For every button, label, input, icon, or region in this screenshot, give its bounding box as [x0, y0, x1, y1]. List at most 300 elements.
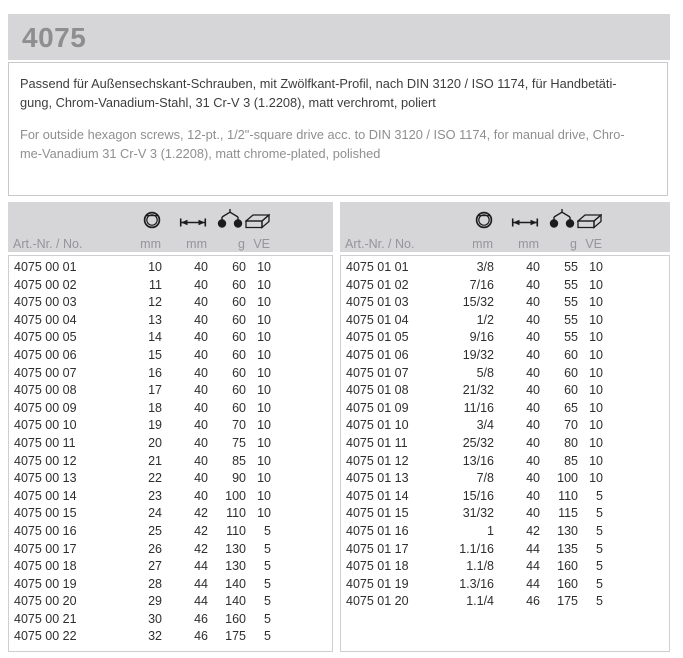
table-header — [340, 202, 670, 252]
value-cell: 60 — [564, 347, 578, 362]
empty-cell — [602, 229, 670, 251]
value-cell: 14 — [148, 330, 162, 345]
description-line: gung, Chrom-Vanadium-Stahl, 31 Cr-V 3 (1.2208), matt verchromt, poliert — [20, 95, 436, 110]
value-cell: 80 — [564, 435, 578, 450]
value-cell: 26 — [148, 541, 162, 556]
table-row — [341, 453, 669, 471]
value-cell: 1.1/4 — [466, 594, 494, 609]
art-no-cell: 4075 00 19 — [14, 576, 77, 591]
value-cell: 10 — [589, 347, 603, 362]
value-cell: 40 — [194, 383, 208, 398]
empty-cell — [602, 202, 670, 229]
value-cell: 40 — [526, 383, 540, 398]
table-row — [9, 347, 332, 365]
table-row — [341, 382, 669, 400]
empty-cell — [340, 202, 444, 229]
value-cell: 5 — [264, 611, 271, 626]
value-cell: 40 — [526, 347, 540, 362]
value-cell: 1.3/16 — [459, 576, 494, 591]
socket-ring-icon — [143, 209, 161, 229]
art-no-cell: 4075 01 15 — [346, 506, 409, 521]
table-row — [9, 611, 332, 629]
spacer-cell — [271, 365, 332, 383]
icon-cell — [444, 202, 493, 229]
art-no-cell: 4075 01 01 — [346, 260, 409, 274]
value-cell: 60 — [232, 330, 246, 345]
value-cell: 40 — [194, 347, 208, 362]
spacer-cell — [603, 329, 669, 347]
value-cell: 10 — [589, 400, 603, 415]
spacer-cell — [603, 435, 669, 453]
value-cell: 5 — [264, 523, 271, 538]
spacer-cell — [603, 312, 669, 330]
art-no-cell: 4075 01 07 — [346, 365, 409, 380]
value-cell: 70 — [232, 418, 246, 433]
art-no-cell: 4075 01 13 — [346, 471, 409, 486]
table-row — [9, 329, 332, 347]
art-no-cell: 4075 00 06 — [14, 347, 77, 362]
value-cell: 40 — [194, 260, 208, 274]
value-cell: 22 — [148, 471, 162, 486]
empty-cell — [270, 202, 333, 229]
value-cell: 40 — [526, 295, 540, 310]
value-cell: 60 — [232, 400, 246, 415]
value-cell: 5/8 — [476, 365, 494, 380]
value-cell: 15/16 — [462, 488, 494, 503]
table-row — [9, 277, 332, 295]
value-cell: 10 — [589, 330, 603, 345]
spacer-cell — [271, 593, 332, 611]
icon-cell — [577, 202, 602, 229]
table-row — [341, 417, 669, 435]
table-row — [9, 294, 332, 312]
spacer-cell — [271, 558, 332, 576]
empty-cell — [8, 202, 112, 229]
header-grid — [340, 202, 670, 251]
value-cell: 44 — [526, 541, 540, 556]
spacer-cell — [271, 453, 332, 471]
table-row — [341, 312, 669, 330]
spacer-cell — [271, 312, 332, 330]
icon-cell — [245, 202, 270, 229]
value-cell: 55 — [564, 295, 578, 310]
icon-cell — [161, 202, 207, 229]
table-column-metric — [8, 202, 333, 652]
spacer-cell — [271, 329, 332, 347]
value-cell: 140 — [225, 576, 246, 591]
value-cell: 10 — [257, 383, 271, 398]
art-no-cell: 4075 00 21 — [14, 611, 77, 626]
value-cell: 42 — [194, 523, 208, 538]
packaging-box-icon — [577, 213, 602, 229]
value-cell: 44 — [526, 559, 540, 574]
value-cell: 100 — [225, 488, 246, 503]
value-cell: 3/8 — [476, 260, 494, 274]
value-cell: 20 — [148, 435, 162, 450]
value-cell: 40 — [526, 312, 540, 327]
table-row — [341, 329, 669, 347]
value-cell: 16 — [148, 365, 162, 380]
art-no-header: Art.-Nr. / No. — [13, 237, 83, 251]
value-cell: 110 — [558, 488, 578, 503]
value-cell: 10 — [589, 260, 603, 274]
packaging-box-icon — [245, 213, 270, 229]
value-cell: 10 — [589, 435, 603, 450]
value-cell: 60 — [564, 383, 578, 398]
value-cell: 110 — [226, 506, 246, 521]
spacer-cell — [603, 417, 669, 435]
value-cell: 10 — [257, 435, 271, 450]
table-row — [341, 435, 669, 453]
description-english — [20, 125, 656, 163]
art-no-header: Art.-Nr. / No. — [345, 237, 415, 251]
value-cell: 5 — [264, 559, 271, 574]
value-cell: 5 — [596, 523, 603, 538]
description-line: For outside hexagon screws, 12-pt., 1/2"-square drive acc. to DIN 3120 / ISO 1174, for manual drive, Chro- — [20, 127, 625, 142]
value-cell: 5 — [264, 576, 271, 591]
art-no-cell: 4075 00 02 — [14, 277, 77, 292]
art-no-cell: 4075 01 10 — [346, 418, 409, 433]
value-cell: 55 — [564, 260, 578, 274]
value-cell: 10 — [257, 365, 271, 380]
weight-scale-icon — [215, 208, 245, 229]
header-labels-row — [8, 229, 333, 251]
value-cell: 160 — [557, 576, 578, 591]
header-icons-row — [8, 202, 333, 229]
spacer-cell — [603, 365, 669, 383]
value-cell: 40 — [194, 312, 208, 327]
value-cell: 60 — [232, 295, 246, 310]
table-row — [9, 576, 332, 594]
col-header-mm: mm — [186, 237, 207, 251]
spacer-cell — [603, 523, 669, 541]
value-cell: 11 — [149, 277, 162, 292]
table-row — [341, 277, 669, 295]
art-no-cell: 4075 01 19 — [346, 576, 409, 591]
art-no-cell: 4075 00 22 — [14, 629, 77, 644]
spacer-cell — [271, 277, 332, 295]
art-no-cell: 4075 01 06 — [346, 347, 409, 362]
art-no-cell: 4075 01 18 — [346, 559, 409, 574]
value-cell: 140 — [225, 594, 246, 609]
spacer-cell — [271, 576, 332, 594]
art-no-cell: 4075 00 08 — [14, 383, 77, 398]
value-cell: 10 — [589, 418, 603, 433]
data-grid — [341, 259, 669, 611]
value-cell: 10 — [257, 488, 271, 503]
table-row — [341, 541, 669, 559]
value-cell: 40 — [526, 400, 540, 415]
value-cell: 40 — [526, 453, 540, 468]
col-header-mm: mm — [140, 237, 161, 251]
value-cell: 40 — [526, 435, 540, 450]
spacer-cell — [271, 417, 332, 435]
art-no-cell: 4075 01 02 — [346, 277, 409, 292]
table-row — [341, 294, 669, 312]
value-cell: 85 — [564, 453, 578, 468]
value-cell: 10 — [589, 453, 603, 468]
table-header — [8, 202, 333, 252]
length-arrow-icon — [179, 216, 207, 229]
value-cell: 10 — [589, 471, 603, 486]
value-cell: 21/32 — [462, 383, 494, 398]
value-cell: 44 — [194, 576, 208, 591]
weight-scale-icon — [547, 208, 577, 229]
value-cell: 55 — [564, 312, 578, 327]
spacer-cell — [603, 576, 669, 594]
art-no-cell: 4075 01 09 — [346, 400, 409, 415]
value-cell: 12 — [148, 295, 162, 310]
page-title: 4075 — [22, 22, 87, 53]
spacer-cell — [603, 505, 669, 523]
table-row — [341, 488, 669, 506]
art-no-cell: 4075 01 05 — [346, 330, 409, 345]
value-cell: 65 — [564, 400, 578, 415]
table-row — [341, 523, 669, 541]
description-line: me-Vanadium 31 Cr-V 3 (1.2208), matt chrome-plated, polished — [20, 146, 381, 161]
value-cell: 10 — [257, 347, 271, 362]
spacer-cell — [603, 259, 669, 277]
value-cell: 135 — [557, 541, 578, 556]
value-cell: 18 — [148, 400, 162, 415]
table-row — [341, 558, 669, 576]
spacer-cell — [271, 611, 332, 629]
spacer-cell — [603, 470, 669, 488]
value-cell: 40 — [526, 365, 540, 380]
value-cell: 25/32 — [462, 435, 494, 450]
value-cell: 40 — [194, 400, 208, 415]
value-cell: 40 — [194, 418, 208, 433]
art-no-cell: 4075 01 14 — [346, 488, 409, 503]
value-cell: 40 — [194, 435, 208, 450]
value-cell: 40 — [194, 365, 208, 380]
section-title-bar — [8, 14, 670, 60]
value-cell: 28 — [148, 576, 162, 591]
table-row — [341, 259, 669, 277]
value-cell: 40 — [526, 488, 540, 503]
value-cell: 60 — [232, 312, 246, 327]
spacer-cell — [603, 277, 669, 295]
spacer-cell — [603, 488, 669, 506]
table-row — [9, 312, 332, 330]
value-cell: 32 — [148, 629, 162, 644]
value-cell: 10 — [257, 330, 271, 345]
art-no-cell: 4075 01 20 — [346, 594, 409, 609]
art-no-cell: 4075 00 13 — [14, 471, 77, 486]
col-header-ve: VE — [253, 237, 270, 251]
spacer-cell — [603, 294, 669, 312]
value-cell: 31/32 — [462, 506, 494, 521]
table-row — [9, 435, 332, 453]
socket-ring-icon — [475, 209, 493, 229]
value-cell: 10 — [257, 506, 271, 521]
value-cell: 27 — [148, 559, 162, 574]
value-cell: 130 — [225, 541, 246, 556]
table-row — [9, 505, 332, 523]
value-cell: 44 — [194, 559, 208, 574]
spacer-cell — [271, 541, 332, 559]
spacer-cell — [271, 505, 332, 523]
value-cell: 110 — [226, 523, 246, 538]
table-row — [341, 505, 669, 523]
value-cell: 90 — [232, 471, 246, 486]
art-no-cell: 4075 01 12 — [346, 453, 409, 468]
table-row — [9, 382, 332, 400]
art-no-cell: 4075 01 08 — [346, 383, 409, 398]
table-row — [341, 347, 669, 365]
art-no-cell: 4075 00 04 — [14, 312, 77, 327]
spacer-cell — [603, 382, 669, 400]
value-cell: 44 — [194, 594, 208, 609]
col-header-mm: mm — [472, 237, 493, 251]
art-no-cell: 4075 01 16 — [346, 523, 409, 538]
value-cell: 40 — [194, 330, 208, 345]
spacer-cell — [603, 558, 669, 576]
art-no-cell: 4075 00 09 — [14, 400, 77, 415]
table-row — [9, 523, 332, 541]
value-cell: 40 — [526, 471, 540, 486]
value-cell: 60 — [232, 383, 246, 398]
value-cell: 70 — [564, 418, 578, 433]
spacer-cell — [271, 347, 332, 365]
value-cell: 55 — [564, 277, 578, 292]
art-no-cell: 4075 01 11 — [346, 435, 408, 450]
value-cell: 3/4 — [476, 418, 494, 433]
table-row — [341, 400, 669, 418]
art-no-cell: 4075 00 18 — [14, 559, 77, 574]
value-cell: 5 — [596, 488, 603, 503]
col-header-g: g — [238, 237, 245, 251]
value-cell: 46 — [194, 611, 208, 626]
icon-cell — [112, 202, 161, 229]
spacer-cell — [603, 541, 669, 559]
value-cell: 85 — [232, 453, 246, 468]
value-cell: 40 — [526, 277, 540, 292]
value-cell: 13 — [148, 312, 162, 327]
table-row — [9, 365, 332, 383]
value-cell: 10 — [257, 277, 271, 292]
value-cell: 5 — [596, 559, 603, 574]
value-cell: 55 — [564, 330, 578, 345]
col-header-mm: mm — [518, 237, 539, 251]
spacer-cell — [271, 400, 332, 418]
header-grid — [8, 202, 333, 251]
table-body — [8, 255, 333, 652]
spacer-cell — [271, 382, 332, 400]
value-cell: 5 — [264, 629, 271, 644]
art-no-cell: 4075 01 03 — [346, 295, 409, 310]
value-cell: 23 — [148, 488, 162, 503]
value-cell: 100 — [557, 471, 578, 486]
value-cell: 10 — [589, 365, 603, 380]
header-icons-row — [340, 202, 670, 229]
table-row — [9, 470, 332, 488]
value-cell: 60 — [232, 260, 246, 274]
value-cell: 10 — [589, 277, 603, 292]
art-no-cell: 4075 01 17 — [346, 541, 409, 556]
value-cell: 40 — [194, 471, 208, 486]
spacer-cell — [603, 347, 669, 365]
art-no-cell: 4075 00 05 — [14, 330, 77, 345]
art-no-cell: 4075 00 03 — [14, 295, 77, 310]
value-cell: 1.1/8 — [466, 559, 494, 574]
art-no-cell: 4075 00 10 — [14, 418, 77, 433]
value-cell: 40 — [526, 418, 540, 433]
table-row — [341, 365, 669, 383]
value-cell: 25 — [148, 523, 162, 538]
col-header-ve: VE — [585, 237, 602, 251]
length-arrow-icon — [511, 216, 539, 229]
spacer-cell — [271, 259, 332, 277]
icon-cell — [207, 202, 245, 229]
col-header-g: g — [570, 237, 577, 251]
value-cell: 40 — [194, 295, 208, 310]
description-line: Passend für Außensechskant-Schrauben, mit Zwölfkant-Profil, nach DIN 3120 / ISO 1174, für Handbetäti- — [20, 76, 617, 91]
value-cell: 40 — [526, 260, 540, 274]
value-cell: 19/32 — [462, 347, 494, 362]
value-cell: 5 — [596, 594, 603, 609]
data-grid — [9, 259, 332, 646]
value-cell: 40 — [194, 453, 208, 468]
table-row — [9, 453, 332, 471]
value-cell: 5 — [596, 576, 603, 591]
art-no-cell: 4075 00 12 — [14, 453, 77, 468]
value-cell: 7/16 — [469, 277, 494, 292]
value-cell: 15 — [148, 347, 162, 362]
art-no-cell: 4075 00 20 — [14, 594, 77, 609]
spacer-cell — [603, 593, 669, 611]
table-row — [9, 628, 332, 646]
art-no-cell: 4075 00 11 — [14, 435, 76, 450]
value-cell: 1 — [487, 523, 494, 538]
value-cell: 10 — [257, 260, 271, 274]
value-cell: 10 — [257, 471, 271, 486]
value-cell: 1/2 — [476, 312, 494, 327]
art-no-cell: 4075 00 17 — [14, 541, 77, 556]
header-labels-row — [340, 229, 670, 251]
value-cell: 46 — [526, 594, 540, 609]
value-cell: 10 — [257, 312, 271, 327]
value-cell: 19 — [148, 418, 162, 433]
value-cell: 175 — [225, 629, 246, 644]
value-cell: 60 — [232, 347, 246, 362]
value-cell: 42 — [194, 541, 208, 556]
icon-cell — [539, 202, 577, 229]
value-cell: 5 — [596, 541, 603, 556]
value-cell: 17 — [148, 383, 162, 398]
table-row — [9, 541, 332, 559]
table-row — [9, 259, 332, 277]
value-cell: 10 — [589, 383, 603, 398]
value-cell: 40 — [526, 506, 540, 521]
spacer-cell — [271, 523, 332, 541]
table-body — [340, 255, 670, 652]
value-cell: 21 — [148, 453, 162, 468]
spacer-cell — [271, 470, 332, 488]
description-german — [20, 74, 656, 112]
value-cell: 10 — [148, 260, 162, 274]
art-no-cell: 4075 00 16 — [14, 523, 77, 538]
value-cell: 130 — [557, 523, 578, 538]
value-cell: 24 — [148, 506, 162, 521]
value-cell: 42 — [526, 523, 540, 538]
value-cell: 160 — [225, 611, 246, 626]
art-no-cell: 4075 00 07 — [14, 365, 77, 380]
description-box — [8, 62, 668, 196]
value-cell: 60 — [564, 365, 578, 380]
table-row — [341, 593, 669, 611]
spacer-cell — [603, 453, 669, 471]
